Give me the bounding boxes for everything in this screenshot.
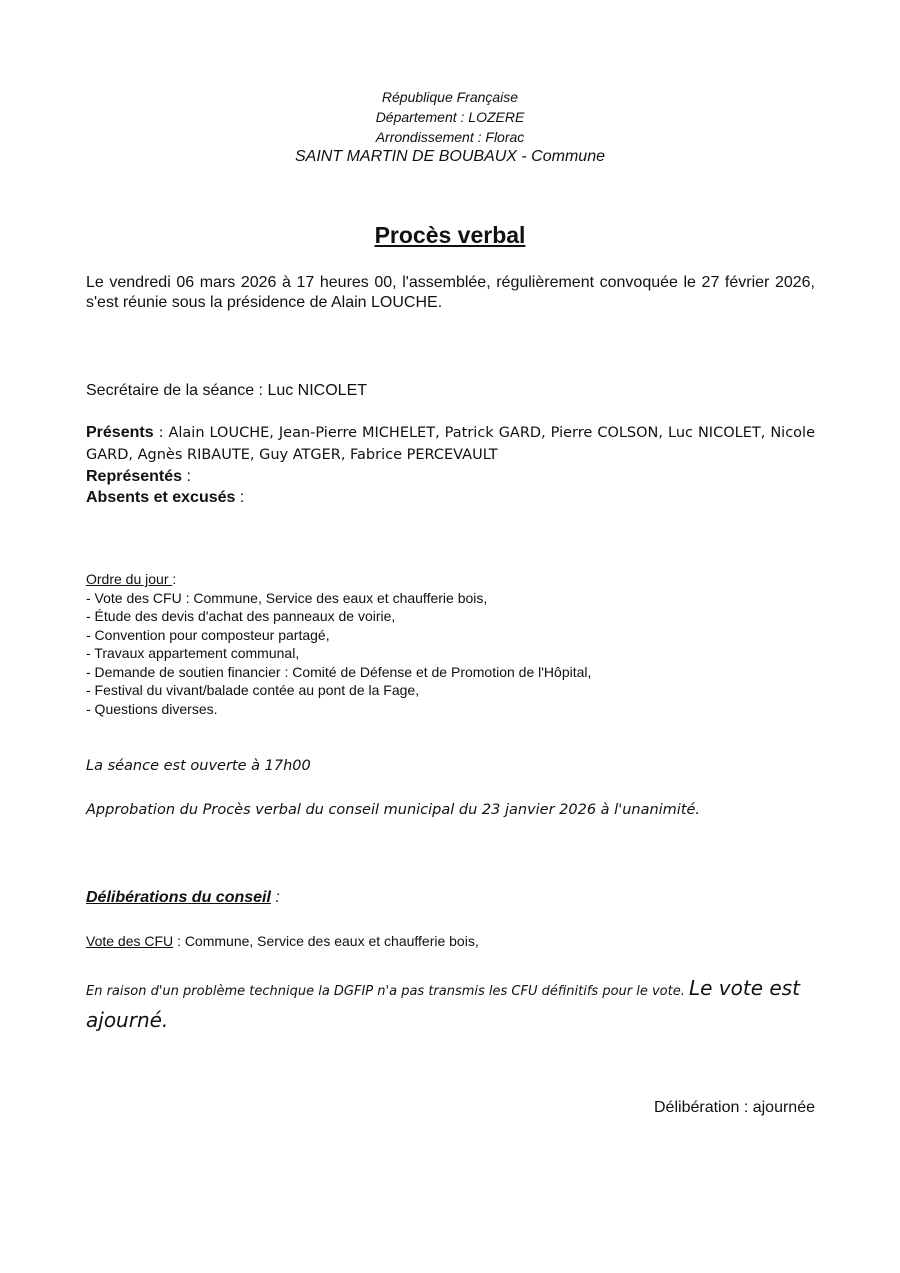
absent-label: Absents et excusés	[86, 489, 236, 506]
presents-section	[86, 422, 815, 508]
deliberations-heading: Délibérations du conseil	[86, 889, 271, 906]
agenda-item: - Festival du vivant/balade contée au pont de la Fage,	[86, 682, 420, 698]
header-commune: SAINT MARTIN DE BOUBAUX - Commune	[295, 148, 605, 165]
agenda-heading	[86, 570, 815, 589]
agenda-item: - Travaux appartement communal,	[86, 645, 300, 661]
agenda-item: - Questions diverses.	[86, 700, 218, 717]
agenda-colon: :	[172, 571, 177, 587]
intro-paragraph: Le vendredi 06 mars 2026 à 17 heures 00, l'assemblée, régulièrement convoquée le 27 février 2026, s'est réunie sous la présidence de Alain LOUCHE.	[86, 274, 815, 311]
secretary-line: Secrétaire de la séance : Luc NICOLET	[86, 382, 368, 399]
header-republic: République Française	[381, 89, 519, 105]
page-title: Procès verbal	[374, 222, 526, 248]
vote-cfu-rest: : Commune, Service des eaux et chaufferie bois,	[173, 933, 479, 949]
deliberation-note	[86, 974, 815, 1036]
header-arrondissement: Arrondissement : Florac	[375, 129, 525, 145]
agenda-item: - Demande de soutien financier : Comité de Défense et de Promotion de l'Hôpital,	[86, 663, 592, 680]
deliberation-result: Délibération : ajournée	[654, 1099, 815, 1116]
deliberations-heading-line	[86, 888, 815, 908]
agenda-item: - Étude des devis d'achat des panneaux de voirie,	[86, 608, 396, 624]
opening-line: La séance est ouverte à 17h00	[86, 758, 311, 774]
absent-value: :	[235, 489, 245, 506]
vote-cfu-label: Vote des CFU	[86, 933, 174, 949]
agenda-item: - Vote des CFU : Commune, Service des eaux et chaufferie bois,	[86, 589, 488, 606]
vote-cfu-line	[86, 932, 815, 951]
represented-value: :	[182, 468, 191, 485]
absent-line	[86, 487, 815, 508]
presents-value: : Alain LOUCHE, Jean-Pierre MICHELET, Patrick GARD, Pierre COLSON, Luc NICOLET, Nicole GARD, Agnès RIBAUTE, Guy ATGER, Fabrice PERCEVAULT	[86, 425, 815, 463]
agenda-label: Ordre du jour	[86, 571, 173, 587]
presents-paragraph	[86, 422, 815, 466]
represented-label: Représentés	[86, 468, 183, 485]
presents-label: Présents	[86, 424, 154, 441]
deliberation-note-small: En raison d'un problème technique la DGFIP n'a pas transmis les CFU définitifs pour le vote.	[86, 984, 689, 999]
agenda-item: - Convention pour composteur partagé,	[86, 626, 330, 643]
approval-line: Approbation du Procès verbal du conseil municipal du 23 janvier 2026 à l'unanimité.	[86, 802, 701, 818]
deliberations-heading-suffix: :	[270, 889, 280, 906]
deliberation-note-big: Le vote est ajourné.	[86, 976, 800, 1032]
agenda-section	[86, 570, 815, 718]
header-department: Département : LOZERE	[375, 109, 525, 125]
represented-line	[86, 466, 815, 487]
